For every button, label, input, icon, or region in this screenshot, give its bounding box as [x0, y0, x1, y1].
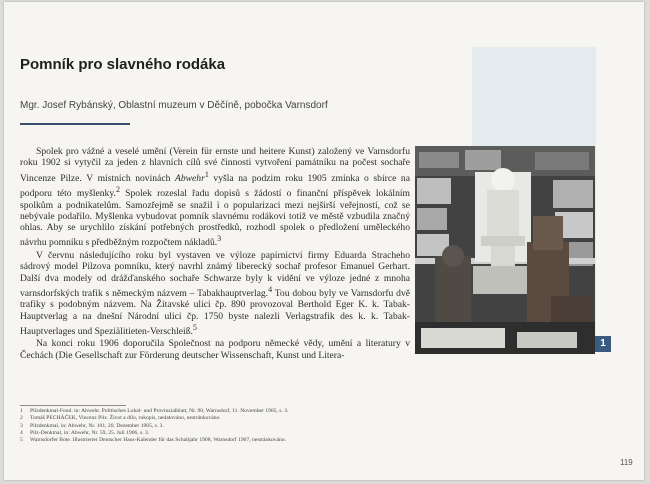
paragraph: Na konci roku 1906 doporučila Společnost na podporu německé vědy, umění a literatury v Čechách (Die Gesellschaft zur Förderung deutscher Wissenschaft, Kunst und Litera- [20, 338, 410, 361]
footnote-ref: 2 [115, 185, 120, 195]
footnote-ref: 4 [268, 284, 273, 294]
monument-models-photo [415, 146, 595, 354]
paragraph: Spolek pro vážné a veselé umění (Verein für ernste und heitere Kunst) založený ve Varnsdorfu roku 1902 si vytyčil za jeden z hlavních cílů své činnosti vytvoření památníku na počest sochaře Vincenze Pilze. V místních novinách Abwehr$^1$ vyšla na podzim roku 1905 zmínka o sbírce na podporu této myšlenky.$^2$ Spolek rozeslal řadu dopisů s žádostí o finanční příspěvek lokálním spolkům a podnikatelům. Samozřejmě se snažil i o popularizaci mezi nejširší veřejností, což se nebývale podařilo. Myšlenka vybudovat pomník slavnému rodákovi totiž ve městě vzbudila značný ohlas. Aby se urychlilo získání potřebných prostředků, rozhodl spolek o předložení uměleckého návrhu pomníku s předběžným rozpočtem nákladů.$^3$ [20, 146, 411, 249]
paragraph: V červnu následujícího roku byl vystaven ve výloze papírnictví firmy Eduarda Stracheho sádrový model Pilzova pomníku, který navrhl známý liberecký sochař profesor Emanuel Gerhart. Další dva modely od drážďanského sochaře Schwarze byly k vidění ve výloze jedné z mnoha varnsdorfských trafik s německým názvem – Tabakhauptverlag.$^4$ Tou dobou byly ve Varnsdorfu dvě trafiky s podobným názvem. Na Žitavské ulici čp. 890 provozoval Berthold Eger K. k. Tabak-Hauptverlag a na dnešní Národní ulici čp. 1750 byste nalezli Verlagstrafik des k. k. Tabak-Hauptverlages und Speziälitieten-Verschleiß.$^5$ [20, 249, 411, 338]
author-line: Mgr. Josef Rybánský, Oblastní muzeum v Děčíně, pobočka Varnsdorf [20, 100, 328, 111]
footnote-divider [20, 405, 126, 406]
footnote-item: 3 Pilzdenkmal, in: Abwehr, Nr. 101, 20. Dezember 1905, s. 3. [20, 422, 164, 429]
photo-illustration [415, 146, 595, 354]
footnote-ref: 1 [204, 169, 209, 179]
article-body [20, 146, 410, 361]
figure-number-badge: 1 [595, 336, 611, 352]
footnote-ref: 5 [192, 322, 197, 332]
footnote-item: 2 Tomáš PECHÁČEK, Vincenz Pilz. Život a dílo, rukopis, nedatováno, nestránkováno. [20, 415, 221, 422]
footnotes [20, 408, 440, 444]
title-underline [20, 123, 130, 125]
article-title: Pomník pro slavného rodáka [20, 56, 226, 73]
footnote-ref: 3 [217, 234, 222, 244]
book-page [4, 2, 644, 480]
footnote-item: 1 Pilzdenkmal-Fond. in: Abwehr. Politisches Lokal- und Provinzialblatt, Nr. 90, Warnsdorf, 11. November 1905, s. 3. [20, 408, 289, 414]
page-number: 119 [620, 458, 633, 467]
footnote-item: 5 Warnsdorfer Bote. Illustrierter Deutscher Haus-Kalender für das Schaltjahr 1908, Warnsdorf 1907, nestránkováno. [20, 437, 287, 444]
footnote-item: 4 Pilz-Denkmal, in: Abwehr, Nr. 59, 25. Juli 1906, s. 3. [20, 429, 150, 436]
